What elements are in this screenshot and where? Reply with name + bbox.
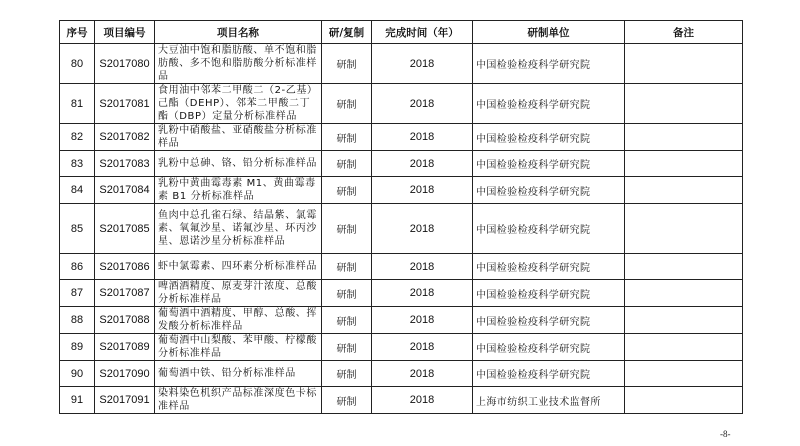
header-row [60, 21, 743, 44]
project-code: S2017089 [95, 334, 155, 361]
completion-year: 2018 [372, 254, 473, 280]
table-row [60, 307, 743, 334]
row-index: 81 [60, 84, 95, 124]
remarks [625, 387, 743, 414]
remarks [625, 177, 743, 204]
project-code: S2017081 [95, 84, 155, 124]
project-code: S2017087 [95, 280, 155, 307]
completion-year: 2018 [372, 361, 473, 387]
organization: 上海市纺织工业技术监督所 [473, 387, 625, 414]
table-row [60, 151, 743, 177]
row-index: 88 [60, 307, 95, 334]
project-name: 乳粉中硝酸盐、亚硝酸盐分析标准样品 [155, 124, 322, 151]
project-name: 乳粉中黄曲霉毒素 M1、黄曲霉毒素 B1 分析标准样品 [155, 177, 322, 204]
page-number: -8- [720, 429, 731, 439]
table-row [60, 280, 743, 307]
project-code: S2017088 [95, 307, 155, 334]
project-name: 葡萄酒中铁、铅分析标准样品 [155, 361, 322, 387]
remarks [625, 361, 743, 387]
project-name: 大豆油中饱和脂肪酸、单不饱和脂肪酸、多不饱和脂肪酸分析标准样品 [155, 44, 322, 84]
project-name: 啤酒酒精度、原麦芽汁浓度、总酸分析标准样品 [155, 280, 322, 307]
project-code: S2017080 [95, 44, 155, 84]
develop-type: 研制 [322, 44, 372, 84]
row-index: 87 [60, 280, 95, 307]
row-index: 82 [60, 124, 95, 151]
project-code: S2017084 [95, 177, 155, 204]
completion-year: 2018 [372, 280, 473, 307]
organization: 中国检验检疫科学研究院 [473, 44, 625, 84]
header-completion-year: 完成时间（年） [372, 21, 473, 44]
project-name: 葡萄酒中山梨酸、苯甲酸、柠檬酸分析标准样品 [155, 334, 322, 361]
remarks [625, 44, 743, 84]
remarks [625, 124, 743, 151]
remarks [625, 334, 743, 361]
develop-type: 研制 [322, 151, 372, 177]
row-index: 85 [60, 204, 95, 254]
develop-type: 研制 [322, 361, 372, 387]
develop-type: 研制 [322, 204, 372, 254]
row-index: 83 [60, 151, 95, 177]
remarks [625, 307, 743, 334]
organization: 中国检验检疫科学研究院 [473, 307, 625, 334]
row-index: 80 [60, 44, 95, 84]
organization: 中国检验检疫科学研究院 [473, 177, 625, 204]
header-project-name: 项目名称 [155, 21, 322, 44]
organization: 中国检验检疫科学研究院 [473, 124, 625, 151]
project-code: S2017082 [95, 124, 155, 151]
completion-year: 2018 [372, 387, 473, 414]
table-body [60, 44, 743, 414]
project-code: S2017090 [95, 361, 155, 387]
develop-type: 研制 [322, 177, 372, 204]
project-name: 乳粉中总砷、铬、铅分析标准样品 [155, 151, 322, 177]
table-row [60, 334, 743, 361]
row-index: 86 [60, 254, 95, 280]
develop-type: 研制 [322, 124, 372, 151]
develop-type: 研制 [322, 334, 372, 361]
completion-year: 2018 [372, 204, 473, 254]
organization: 中国检验检疫科学研究院 [473, 280, 625, 307]
remarks [625, 151, 743, 177]
organization: 中国检验检疫科学研究院 [473, 361, 625, 387]
completion-year: 2018 [372, 44, 473, 84]
project-code: S2017086 [95, 254, 155, 280]
header-organization: 研制单位 [473, 21, 625, 44]
organization: 中国检验检疫科学研究院 [473, 254, 625, 280]
completion-year: 2018 [372, 177, 473, 204]
project-name: 鱼肉中总孔雀石绿、结晶紫、氯霉素、氧氟沙星、诺氟沙星、环丙沙星、恩诺沙星分析标准样品 [155, 204, 322, 254]
row-index: 84 [60, 177, 95, 204]
remarks [625, 254, 743, 280]
project-name: 食用油中邻苯二甲酸二（2-乙基）己酯（DEHP）、邻苯二甲酸二丁酯（DBP）定量分析标准样品 [155, 84, 322, 124]
table-header [60, 21, 743, 44]
table-row [60, 124, 743, 151]
header-project-code: 项目编号 [95, 21, 155, 44]
row-index: 91 [60, 387, 95, 414]
project-code: S2017091 [95, 387, 155, 414]
remarks [625, 204, 743, 254]
project-name: 虾中氯霉素、四环素分析标准样品 [155, 254, 322, 280]
table-row [60, 204, 743, 254]
remarks [625, 84, 743, 124]
row-index: 90 [60, 361, 95, 387]
completion-year: 2018 [372, 84, 473, 124]
project-code: S2017083 [95, 151, 155, 177]
standards-table [59, 20, 743, 414]
header-develop-type: 研/复制 [322, 21, 372, 44]
table-row [60, 84, 743, 124]
completion-year: 2018 [372, 151, 473, 177]
header-index: 序号 [60, 21, 95, 44]
completion-year: 2018 [372, 124, 473, 151]
organization: 中国检验检疫科学研究院 [473, 84, 625, 124]
table-row [60, 254, 743, 280]
project-name: 葡萄酒中酒精度、甲醇、总酸、挥发酸分析标准样品 [155, 307, 322, 334]
develop-type: 研制 [322, 307, 372, 334]
organization: 中国检验检疫科学研究院 [473, 204, 625, 254]
develop-type: 研制 [322, 254, 372, 280]
develop-type: 研制 [322, 84, 372, 124]
organization: 中国检验检疫科学研究院 [473, 151, 625, 177]
project-code: S2017085 [95, 204, 155, 254]
table-row [60, 44, 743, 84]
header-remarks: 备注 [625, 21, 743, 44]
table-row [60, 177, 743, 204]
develop-type: 研制 [322, 280, 372, 307]
project-name: 染料染色机织产品标准深度色卡标准样品 [155, 387, 322, 414]
completion-year: 2018 [372, 307, 473, 334]
table-row [60, 387, 743, 414]
completion-year: 2018 [372, 334, 473, 361]
row-index: 89 [60, 334, 95, 361]
table-row [60, 361, 743, 387]
remarks [625, 280, 743, 307]
organization: 中国检验检疫科学研究院 [473, 334, 625, 361]
develop-type: 研制 [322, 387, 372, 414]
